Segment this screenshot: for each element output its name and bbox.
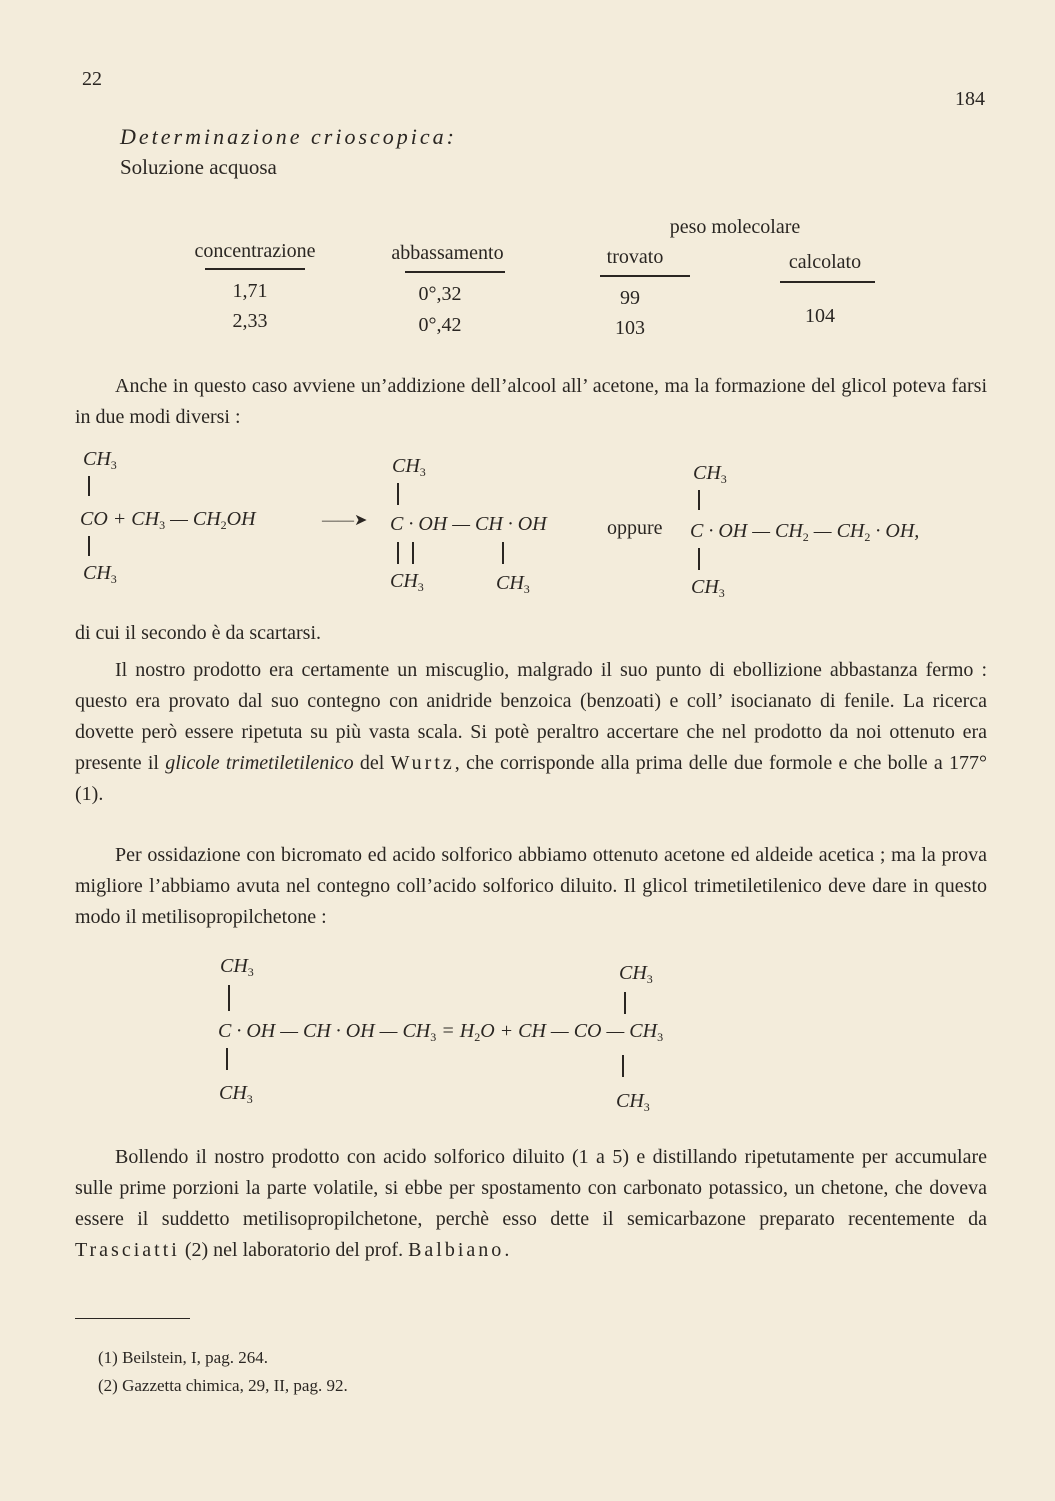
- table-cell: 2,33: [232, 310, 268, 332]
- paragraph: Anche in questo caso avviene un’addizione dell’alcool all’ acetone, ma la formazione del glicol poteva farsi in due modi diversi :: [75, 375, 987, 428]
- header-calculated: calcolato: [788, 251, 862, 273]
- bond-line: [698, 548, 700, 570]
- header-found: trovato: [606, 246, 664, 268]
- header-lowering: abbassamento: [391, 242, 504, 264]
- section-title: Determinazione crioscopica:: [120, 124, 457, 149]
- header-rule: [780, 281, 875, 283]
- formula-line: CO + $CH_3$ — $CH_2OH$: [80, 508, 256, 532]
- header-rule: [205, 268, 305, 270]
- bond-line: [88, 476, 90, 496]
- table-cell: 0°,42: [418, 314, 462, 336]
- formula-group: $CH_3$: [220, 955, 254, 979]
- header-rule: [600, 275, 690, 277]
- formula-group: $CH_3$: [392, 455, 426, 479]
- bond-line: [622, 1055, 624, 1077]
- bond-line: [502, 542, 504, 564]
- formula-line: C · OH — $CH_2$ — $CH_2$ · OH,: [690, 520, 920, 544]
- table-cell: 0°,32: [418, 283, 462, 305]
- formula-group: $CH_3$: [496, 572, 530, 596]
- header-concentration: concentrazione: [194, 240, 316, 262]
- reaction-arrow: ——➤: [322, 512, 368, 529]
- paragraph: di cui il secondo è da scartarsi.: [75, 622, 322, 644]
- bond-line: [624, 992, 626, 1014]
- formula-group: $CH_3$: [83, 448, 117, 472]
- formula-group: $CH_3$: [390, 570, 424, 594]
- table-cell: 103: [615, 317, 645, 339]
- bond-line: [698, 490, 700, 510]
- paragraph: Il nostro prodotto era certamente un miscuglio, malgrado il suo punto di ebollizione abbastanza fermo : questo era provato dal suo contegno con anidride benzoica (benzoati) e coll’ isocianato di fenile. La ricerca dovette però essere ripetuta su più vasta scala. Si potè peraltro accertare che nel prodotto da noi ottenuto era presente il glicole trimetiletilenico del Wurtz, che corrisponde alla prima delle due formole e che bolle a 177° (1).: [75, 659, 987, 805]
- header-rule: [405, 271, 505, 273]
- page-number-left: 22: [82, 68, 102, 90]
- header-molecular-weight: peso molecolare: [669, 216, 801, 238]
- formula-group: $CH_3$: [693, 462, 727, 486]
- paragraph: Per ossidazione con bicromato ed acido solforico abbiamo ottenuto acetone ed aldeide acetica ; ma la prova migliore l’abbiamo avuta nel contegno coll’acido solforico diluito. Il glicol trimetiletilenico deve dare in questo modo il metilisopropilchetone :: [75, 844, 987, 928]
- formula-connector: oppure: [607, 517, 663, 539]
- bond-line: [412, 542, 414, 564]
- section-subtitle: Soluzione acquosa: [120, 155, 277, 179]
- calculated-value: 104: [805, 305, 835, 327]
- table-cell: 1,71: [232, 280, 268, 302]
- page-number-right: 184: [955, 88, 985, 110]
- footnote: (2) Gazzetta chimica, 29, II, pag. 92.: [98, 1376, 348, 1395]
- bond-line: [397, 542, 399, 564]
- footnote-divider: [75, 1318, 190, 1319]
- table-cell: 99: [620, 287, 640, 309]
- formula-group: $CH_3$: [691, 576, 725, 600]
- formula-line: C · OH — CH · OH: [390, 513, 547, 535]
- bond-line: [226, 1048, 228, 1070]
- formula-group: $CH_3$: [83, 562, 117, 586]
- formula-line: C · OH — CH · OH — $CH_3 = H_2O$ + CH — CO — $CH_3$: [218, 1020, 664, 1044]
- bond-line: [228, 985, 230, 1011]
- bond-line: [88, 536, 90, 556]
- footnote: (1) Beilstein, I, pag. 264.: [98, 1348, 268, 1367]
- formula-group: $CH_3$: [219, 1082, 253, 1106]
- paragraph: Bollendo il nostro prodotto con acido solforico diluito (1 a 5) e distillando ripetutamente per accumulare sulle prime porzioni la parte volatile, si ebbe per spostamento con carbonato potassico, un chetone, che doveva essere il suddetto metilisopropilchetone, perchè esso dette il semicarbazone preparato recentemente da Trasciatti (2) nel laboratorio del prof. Balbiano.: [75, 1146, 987, 1261]
- formula-group: $CH_3$: [616, 1090, 650, 1114]
- formula-group: $CH_3$: [619, 962, 653, 986]
- bond-line: [397, 483, 399, 505]
